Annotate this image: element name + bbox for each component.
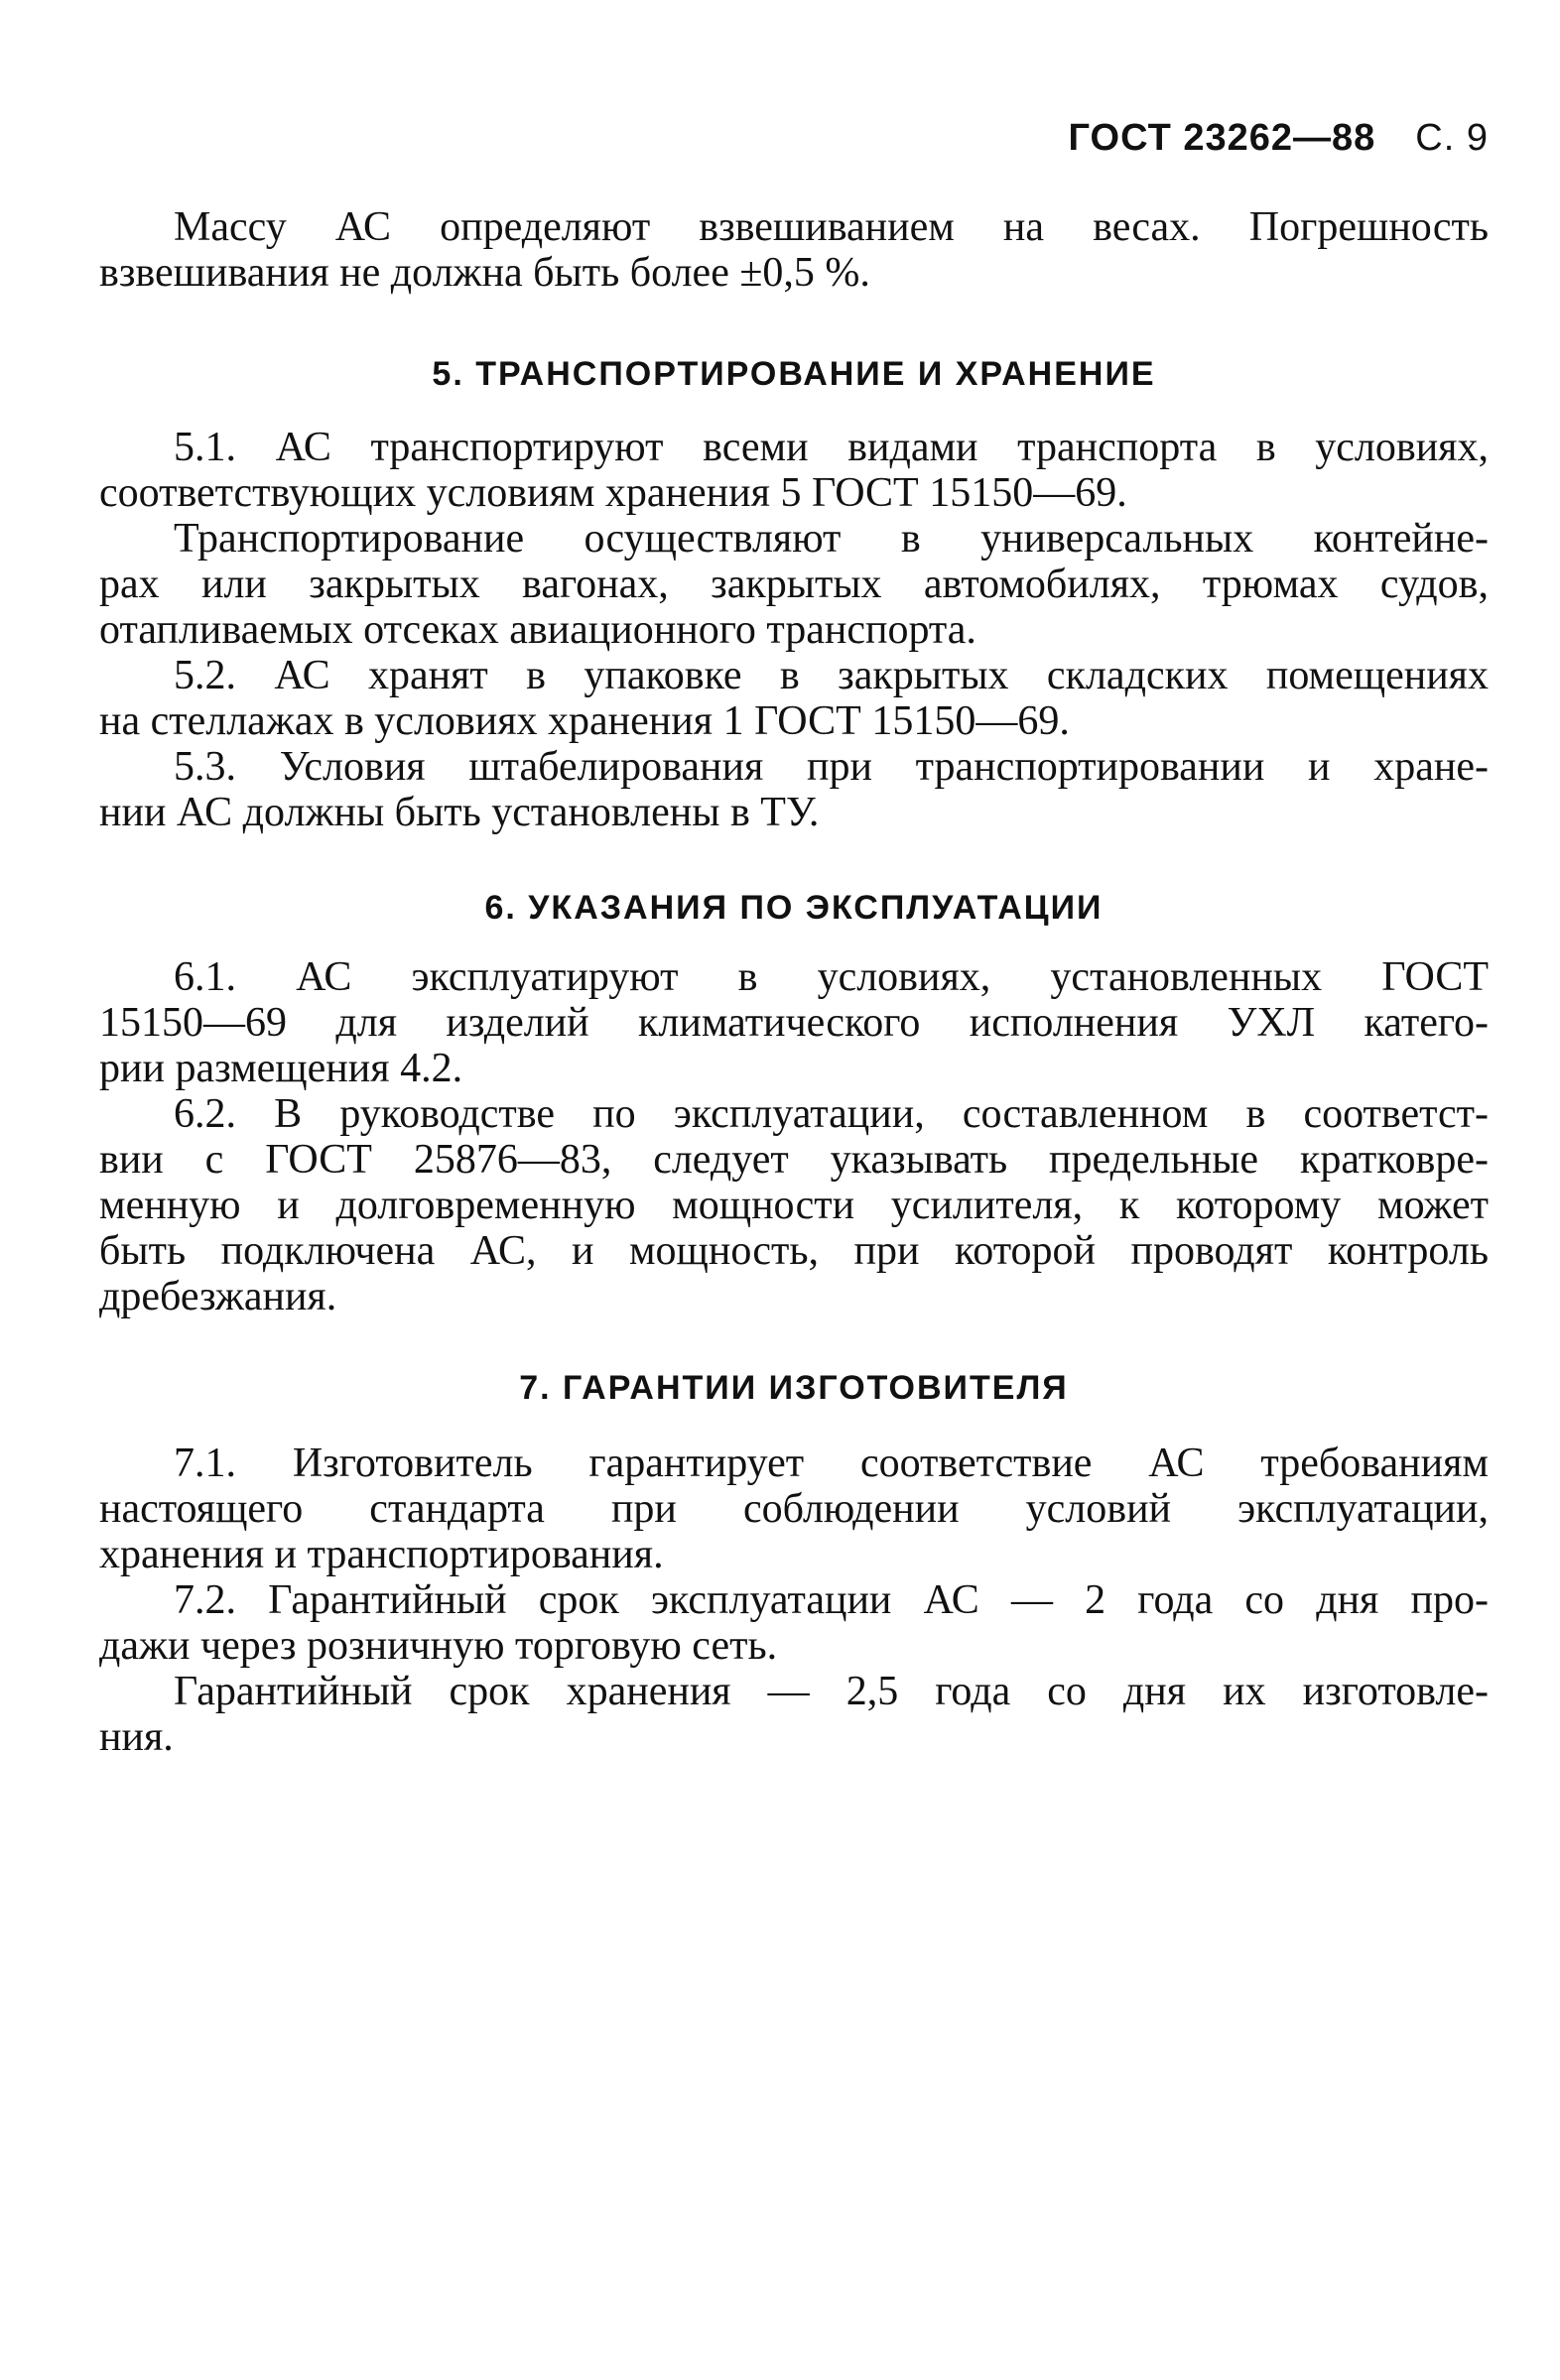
text-line: взвешивания не должна быть более ±0,5 %. (99, 250, 870, 296)
text-line: рии размещения 4.2. (99, 1046, 463, 1091)
page-header (1068, 117, 1489, 160)
standard-number: ГОСТ 23262—88 (1068, 117, 1376, 159)
text-line: Гарантийный срок хранения — 2,5 года со дня их изготовле- (174, 1669, 1489, 1714)
intro-paragraph (99, 204, 1489, 296)
section-heading-transport: 5. ТРАНСПОРТИРОВАНИЕ И ХРАНЕНИЕ (432, 355, 1156, 393)
text-line: 6.1. АС эксплуатируют в условиях, установленных ГОСТ (174, 954, 1489, 1000)
text-line: 5.3. Условия штабелирования при транспортировании и хране- (174, 744, 1489, 790)
text-line: рах или закрытых вагонах, закрытых автомобилях, трюмах судов, (99, 562, 1489, 607)
section-body-operation (99, 954, 1489, 1319)
section-body-warranty (99, 1441, 1489, 1760)
text-line: 7.1. Изготовитель гарантирует соответствие АС требованиям (174, 1441, 1489, 1486)
text-line: на стеллажах в условиях хранения 1 ГОСТ 15150—69. (99, 698, 1070, 744)
text-line: хранения и транспортирования. (99, 1532, 664, 1577)
section-body-transport (99, 425, 1489, 835)
text-line: менную и долговременную мощности усилителя, к которому может (99, 1183, 1489, 1228)
text-line: нии АС должны быть установлены в ТУ. (99, 790, 820, 835)
text-line: 5.2. АС хранят в упаковке в закрытых складских помещениях (174, 653, 1489, 698)
text-line: настоящего стандарта при соблюдении условий эксплуатации, (99, 1486, 1489, 1532)
text-line: 6.2. В руководстве по эксплуатации, составленном в соответст- (174, 1091, 1489, 1137)
text-line: дребезжания. (99, 1274, 337, 1319)
text-line: вии с ГОСТ 25876—83, следует указывать предельные кратковре- (99, 1137, 1489, 1183)
page-number: С. 9 (1415, 117, 1489, 159)
text-line: дажи через розничную торговую сеть. (99, 1623, 778, 1669)
section-heading-operation: 6. УКАЗАНИЯ ПО ЭКСПЛУАТАЦИИ (484, 889, 1104, 927)
text-line: быть подключена АС, и мощность, при которой проводят контроль (99, 1228, 1489, 1274)
text-line: 5.1. АС транспортируют всеми видами транспорта в условиях, (174, 425, 1489, 470)
text-line: Массу АС определяют взвешиванием на весах. Погрешность (174, 204, 1489, 250)
text-line: 15150—69 для изделий климатического исполнения УХЛ катего- (99, 1000, 1489, 1046)
text-line: 7.2. Гарантийный срок эксплуатации АС — 2 года со дня про- (174, 1577, 1489, 1623)
text-line: отапливаемых отсеках авиационного транспорта. (99, 607, 976, 653)
text-line: Транспортирование осуществляют в универсальных контейне- (174, 516, 1489, 562)
text-line: ния. (99, 1714, 174, 1760)
text-line: соответствующих условиям хранения 5 ГОСТ 15150—69. (99, 470, 1127, 516)
section-heading-warranty: 7. ГАРАНТИИ ИЗГОТОВИТЕЛЯ (519, 1369, 1069, 1407)
